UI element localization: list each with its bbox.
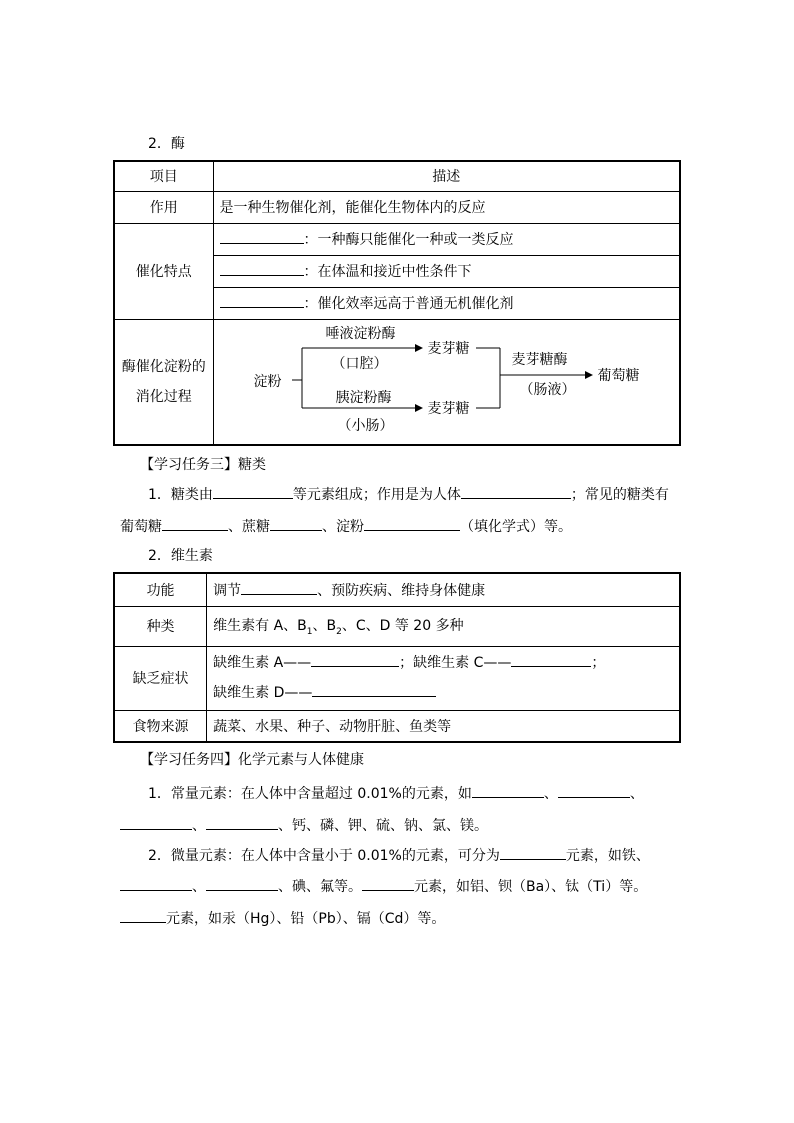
task4-para2-line1 — [148, 845, 650, 866]
row-label-digestion — [114, 319, 213, 445]
blank — [241, 580, 317, 595]
vit-label-function: 功能 — [114, 573, 207, 606]
task4-para2-line3 — [120, 908, 445, 929]
digestion-label-1: 酶催化淀粉的 — [121, 358, 206, 375]
task4-para1-line2 — [120, 815, 488, 836]
subscript: 1 — [306, 626, 313, 637]
text: 1．常量元素：在人体中含量超过 0.01%的元素，如 — [148, 786, 472, 802]
text: 元素，如汞（Hg）、铅（Pb）、镉（Cd）等。 — [166, 911, 446, 927]
text: 、 — [543, 786, 558, 802]
blank — [270, 516, 322, 531]
blank — [220, 293, 304, 308]
vit-label-source: 食物来源 — [114, 710, 207, 742]
place3-label: （肠液） — [519, 381, 576, 398]
feature-row — [213, 223, 680, 255]
feature-row — [213, 287, 680, 319]
glucose-label: 葡萄糖 — [597, 367, 640, 384]
section-title-enzyme: 2．酶 — [148, 136, 185, 152]
text: 缺维生素 D—— — [213, 685, 313, 701]
text: 1．糖类由 — [148, 487, 213, 503]
text: 2．微量元素：在人体中含量小于 0.01%的元素，可分为 — [148, 848, 500, 864]
vit-deficiency — [207, 646, 680, 710]
starch-label: 淀粉 — [253, 373, 282, 390]
vit-source: 蔬菜、水果、种子、动物肝脏、鱼类等 — [207, 710, 680, 742]
feature-text: ：一种酶只能催化一种或一类反应 — [303, 232, 514, 248]
product1-label: 麦芽糖 — [427, 340, 470, 357]
text: 缺维生素 A—— — [213, 655, 312, 671]
text: 、 — [192, 879, 206, 895]
text: 维生素有 A、B — [213, 618, 307, 635]
digestion-label-2: 消化过程 — [135, 388, 192, 405]
blank — [220, 261, 304, 276]
table-header-item: 项目 — [114, 161, 213, 191]
blank — [558, 783, 630, 798]
vit-label-deficiency: 缺乏症状 — [114, 646, 207, 710]
vit-function — [207, 573, 680, 606]
task3-title: 【学习任务三】糖类 — [140, 457, 266, 473]
table-header-desc: 描述 — [213, 161, 680, 191]
text: 、C、D 等 20 多种 — [341, 618, 464, 635]
deficiency-line-2 — [213, 678, 679, 708]
task3-para1-line2 — [120, 516, 572, 537]
enzyme-table — [113, 160, 681, 446]
blank — [364, 516, 460, 531]
text: 、B — [312, 618, 337, 635]
blank — [362, 876, 414, 891]
blank — [120, 815, 192, 830]
place1-label: （口腔） — [331, 355, 388, 372]
text: 、蔗糖 — [228, 519, 270, 535]
text: 元素，如铝、钡（Ba）、钛（Ti）等。 — [414, 879, 648, 895]
text: 、 — [192, 818, 206, 834]
blank — [312, 682, 436, 697]
vitamin-title: 2．维生素 — [148, 548, 213, 564]
text: 葡萄糖 — [120, 519, 162, 535]
blank — [472, 783, 544, 798]
text: 调节 — [213, 582, 242, 599]
feature-text: ：在体温和接近中性条件下 — [303, 264, 472, 280]
text: （填化学式）等。 — [460, 519, 572, 535]
text: 等元素组成；作用是为人体 — [292, 487, 461, 503]
blank — [511, 652, 591, 667]
blank — [206, 876, 278, 891]
blank — [120, 908, 166, 923]
vitamin-table — [113, 572, 681, 743]
text: ； — [591, 655, 606, 671]
text: 、碘、氟等。 — [278, 879, 362, 895]
blank — [120, 876, 192, 891]
text: 元素，如铁、 — [565, 848, 650, 864]
blank — [461, 484, 571, 499]
task4-para1-line1 — [148, 783, 644, 804]
row-text-function: 是一种生物催化剂，能催化生物体内的反应 — [213, 191, 680, 223]
task4-title: 【学习任务四】化学元素与人体健康 — [140, 752, 364, 768]
enzyme2-label: 胰淀粉酶 — [335, 389, 392, 406]
blank — [220, 229, 304, 244]
place2-label: （小肠） — [337, 417, 394, 434]
enzyme3-label: 麦芽糖酶 — [511, 351, 568, 368]
blank — [500, 845, 566, 860]
product2-label: 麦芽糖 — [427, 400, 470, 417]
vit-types — [207, 606, 680, 646]
digestion-diagram — [214, 320, 679, 444]
digestion-diagram-cell — [213, 319, 680, 445]
text: 、钙、磷、钾、硫、钠、氯、镁。 — [278, 818, 488, 834]
task4-para2-line2 — [120, 876, 647, 897]
task3-para1-line1 — [148, 484, 669, 505]
feature-row — [213, 255, 680, 287]
text: 、 — [629, 786, 644, 802]
enzyme1-label: 唾液淀粉酶 — [325, 325, 396, 342]
text: ；常见的糖类有 — [570, 487, 669, 503]
blank — [213, 484, 293, 499]
blank — [206, 815, 278, 830]
subscript: 2 — [336, 626, 342, 637]
text: 、预防疾病、维持身体健康 — [317, 582, 486, 599]
blank — [162, 516, 228, 531]
feature-text: ：催化效率远高于普通无机催化剂 — [303, 296, 514, 312]
deficiency-line-1 — [213, 648, 679, 678]
text: 、淀粉 — [322, 519, 364, 535]
text: ；缺维生素 C—— — [399, 655, 512, 671]
row-label-function: 作用 — [114, 191, 213, 223]
blank — [311, 652, 399, 667]
vit-label-types: 种类 — [114, 606, 207, 646]
row-label-features: 催化特点 — [114, 223, 213, 319]
